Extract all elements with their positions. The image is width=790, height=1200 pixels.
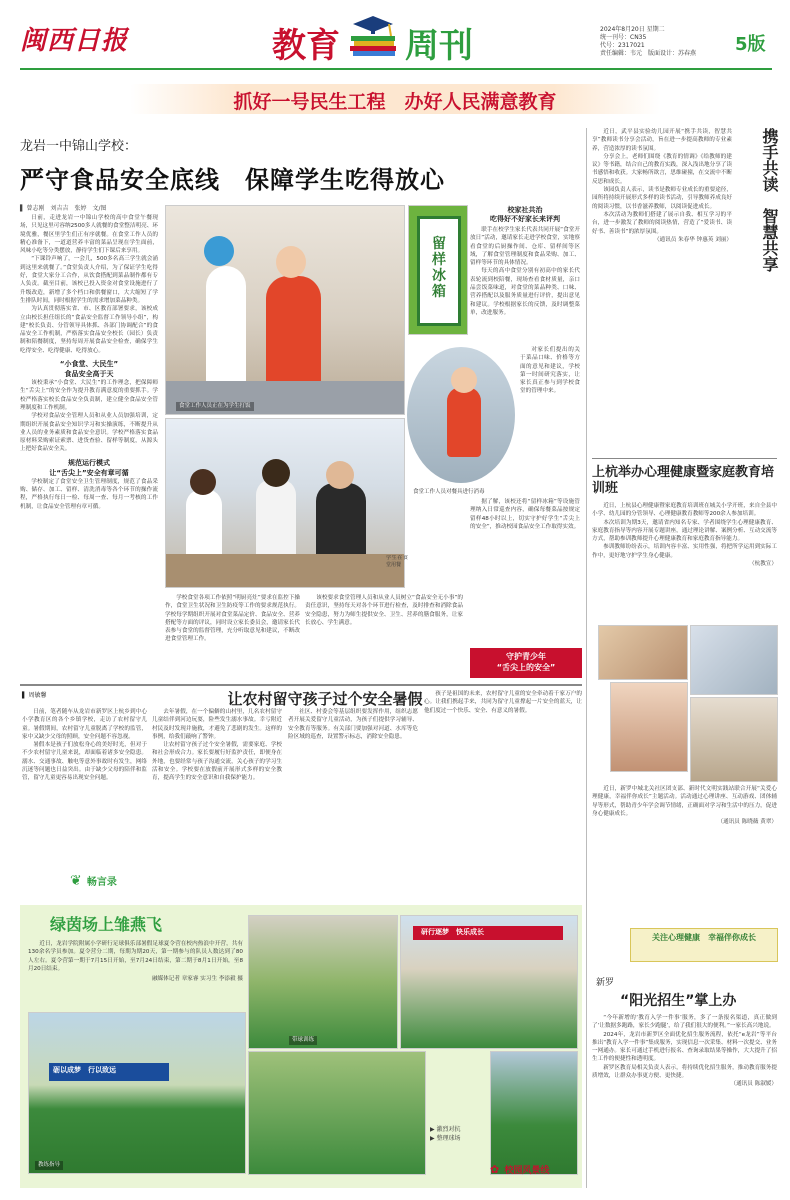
slogan: 抓好一号民生工程 办好人民满意教育 — [233, 91, 557, 113]
lead-paragraph: 该校秉承“小食堂、大民生”的工作理念，把保障师生“舌尖上”的安全作为提升教育满意度的重要抓手。学校严格落实校长食品安全负责制，建立健全食品安全管理制度和工作机制。 — [20, 380, 158, 411]
lead-paragraph: 该校要求食堂管理人员和从业人员树立“食品安全无小事”的责任意识，坚持每天对各个环节进行检查，及时排查和消除食品安全隐患，努力为师生提供安全、卫生、营养的膳食服务，让家长放心、学生满意。 — [305, 595, 463, 626]
bottom-stamp — [490, 1158, 580, 1176]
photo-caption: ▶ 激烈对抗 — [430, 1126, 461, 1133]
bottom-captions — [430, 1125, 490, 1143]
section-title-left: 教育 — [272, 26, 340, 66]
right-mid-title: 上杭举办心理健康暨家庭教育培训班 — [592, 465, 775, 496]
photo-counseling-1 — [598, 625, 688, 680]
photo-caption: 带球训练 — [289, 1036, 317, 1045]
mid-paragraph: 孩子是祖国的未来，农村留守儿童的安全牵动着千家万户的心。让我们携起手来，共同为留守儿童撑起一片安全的蓝天，让他们度过一个快乐、安全、有意义的暑假。 — [424, 691, 582, 714]
right-paragraph: 参训教师纷纷表示，培训内容丰富、实用性强，将把所学运用到实际工作中，更好地守护学生身心健康。 — [592, 544, 777, 559]
photo-caption: 学生在食堂用餐 — [386, 555, 408, 568]
photo-dribbling — [248, 915, 398, 1049]
side-subhead-line2: 吃得好不好家长来评判 — [490, 215, 560, 223]
mid-column-1 — [22, 708, 147, 888]
photo-students-dining — [165, 418, 405, 588]
psych-banner — [630, 928, 778, 962]
side-paragraph: 联手在校学生家长代表共同开展“食堂开放日”活动，邀请家长走进学校食堂，实地察看食堂的后厨操作间、仓库、留样间等区域，了解食堂管理制度和食品采购、加工、留样等环节的具体情况。 — [470, 227, 580, 267]
bottom-credit: 融媒体记者 章家睿 实习生 李添毅 摄 — [151, 976, 243, 983]
lead-byline: ▌ 曾志刚 刘吉吉 张婷 文/图 — [20, 205, 107, 212]
right-credit: （通讯员 陈晓薇 黄翠） — [717, 819, 777, 826]
xinluo-kicker: 新罗 — [596, 978, 615, 988]
red-box-line2: “舌尖上的安全” — [496, 663, 556, 672]
right-paragraph: 分享会上，老师们围绕《教育的情调》《给教师的建议》等书籍，结合自己的教育实践，深入浅出地分享了读书感悟和收获。大家畅所欲言，思维碰撞，在交流中不断反思和成长。 — [592, 153, 732, 185]
lead-subhead: 规范运行模式 — [68, 458, 110, 467]
xinluo-credit: （通讯员 陈淑媛） — [730, 1081, 777, 1088]
photo-coach — [28, 1012, 246, 1174]
section-title-right: 周刊 — [405, 26, 473, 66]
lead-kicker: 龙岩一中锦山学校： — [20, 139, 138, 154]
side-column — [470, 226, 580, 344]
mid-top-rule — [20, 684, 582, 686]
photo-caption: 食堂工作人员正在为学生打饭 — [176, 402, 254, 411]
photo-canteen-serving — [165, 205, 405, 415]
psych-banner-text: 关注心理健康 幸福伴你成长 — [652, 933, 756, 942]
right-top-title-text: 携手共读 智慧共享 — [760, 128, 779, 272]
paper-name: 闽西日报 — [20, 26, 129, 56]
red-box-line1: 守护青少年 — [506, 652, 546, 661]
lead-column-2 — [165, 594, 300, 669]
issue-editors: 责任编辑：韦元 版面设计：苏春燕 — [600, 50, 697, 57]
mid-column-2 — [152, 708, 282, 896]
lead-paragraph: 日前，走进龙岩一中锦山学校的高中食堂午餐现场，只见这里可容纳2500多人就餐的食堂整洁明亮、环境优雅，餐区里学生们正有序就餐。在食堂工作人员的精心准备下，一道道营养丰富的菜品呈现在学生面前，风味小吃等分类摆放，静待学生们下课后来享用。 — [20, 215, 158, 255]
right-top-title — [738, 128, 778, 328]
right-credit: （通讯员 朱春华 钟惠英 刘丽） — [653, 236, 732, 243]
mid-headline: 让农村留守孩子过个安全暑假 — [227, 690, 423, 708]
lead-column-3 — [305, 594, 463, 669]
photo-field — [490, 1051, 578, 1175]
bottom-stamp-text: 校园风景线 — [504, 1166, 550, 1176]
right-divider — [592, 458, 777, 459]
right-paragraph: 本次活动为教师们搭建了展示自我、相互学习的平台，进一步激发了教师的阅读热情，营造了“爱读书、读好书、善读书”的浓厚氛围。 — [592, 211, 732, 235]
right-paragraph: 近日，武平县实验幼儿园开展“携手共读，智慧共享”教师读书分享会活动，旨在进一步提高教师的专业素养，营造浓厚的读书氛围。 — [592, 129, 732, 152]
right-mid-text — [592, 502, 777, 622]
lead-paragraph: 学校对食品安全管理人员和从业人员加强培训，定期组织开展食品安全知识学习和实操演练，不断提升从业人员的业务素质和食品安全意识。学校严格落实食品原材料采购索证索票、进货查验、留样等制度，从源头上把好食品安全关。 — [20, 413, 158, 453]
xinluo-paragraph: “今年新增的‘教育入学一件事’服务，多了一条报名渠道，真正做到了‘让数据多跑路，家长少跑腿’，给了我们很大的便利。”一家长高兴地说。 — [592, 1015, 777, 1030]
column-divider — [586, 128, 587, 1188]
banner-text: 砺以成梦 行以致远 — [53, 1066, 116, 1074]
lead-column-1 — [20, 214, 158, 674]
mid-author: ▌ 周敏馨 — [22, 692, 47, 699]
side-column-lower — [470, 498, 580, 658]
right-paragraph: 该园负责人表示，读书是教师专业成长的重要途径，园所将持续开展形式多样的读书活动，引导教师养成良好的阅读习惯，以书香滋养教师，以阅读促进成长。 — [592, 187, 732, 210]
xinluo-text — [592, 1014, 777, 1194]
mid-paragraph: 让农村留守孩子过个安全暑假，需要家庭、学校和社会形成合力。家长要履行好监护责任，即便身在外地，也要经常与孩子沟通交流，关心孩子的学习生活和安全。学校要在放假前开展形式多样的安全教育，提高学生的安全意识和自我保护能力。 — [152, 742, 282, 782]
photo-counseling-2 — [690, 625, 778, 695]
photo-match — [248, 1051, 426, 1175]
side-paragraph: 每天的高中食堂分别有初高中的家长代表轮流到校陪餐，现场查看食材质量，亲口品尝饭菜味道，对食堂的菜品种类、口味、营养搭配以及服务质量进行评价，提出意见和建议。学校根据家长的反馈，及时调整菜单，改进服务。 — [470, 268, 580, 316]
right-paragraph: 近日，新罗中城北关社区团支部、新时代文明实践站联合开展“关爱心理健康，幸福伴你成长”主题活动。活动通过心理讲座、互动游戏、团体辅导等形式，帮助青少年学会调节情绪，正确面对学习和生活中的压力，促进身心健康成长。 — [592, 786, 777, 817]
lead-paragraph: 学校食堂各项工作依照“明厨亮灶”要求在监控下操作，食堂卫生状况和卫生防疫等工作的要求规范执行。学校每学期组织开展对食堂菜品定价、食品安全、营养搭配等方面的评议，同时设立家长委员会，邀请家长代表参与食堂的监督管理，充分听取意见和建议，不断改进食堂管理工作。 — [165, 595, 300, 643]
photo-caption: 食堂工作人员对餐具进行消毒 — [413, 489, 485, 495]
photo-caption: 教练指导 — [35, 1161, 63, 1170]
photo-counseling-4 — [690, 697, 778, 782]
bottom-paragraph: 近日，龙岩学院附属小学研行足球俱乐部暑假足球夏令营在校内热浪中开营，共有130余名学员参加。夏令营分二期，每期为期20天，第一期参与的队员人数达到了80人左右。夏令营第一期于7月15日开始，至7月24日结束，第二期于8月1日开始，至8月20日结束。 — [28, 941, 243, 972]
xinluo-paragraph: 2024年，龙岩市新罗区全面优化招生服务流程，依托“e龙岩”等平台推出“教育入学一件事”集成服务，实现信息一次采集、材料一次提交、业务一网通办。家长可通过手机进行报名、查询录取结果等操作，大大提升了招生工作的便捷性和透明度。 — [592, 1031, 777, 1063]
issue-code: 统一刊号：CN35 — [600, 34, 647, 41]
right-paragraph: 近日，上杭县心理健康暨家庭教育培训班在城关小学开班，来自全县中小学、幼儿园的分管领导、心理健康教育教师等200余人参加培训。 — [592, 503, 777, 518]
right-low-text — [592, 785, 777, 915]
side-paragraph: 据了解，该校还将“留样冰箱”等设施管理纳入日常巡查内容，确保每餐菜品按规定留样48小时以上，切实守护好学生“舌尖上的安全”，推动校园食品安全工作取得实效。 — [470, 499, 580, 530]
mid-paragraph: 日前，笔者随车从龙岩市新罗区上杭乡到中心小学教育区的各个乡镇学校，走访了农村留守儿童。暑假期间，农村留守儿童脱离了学校的监管，家中又缺少父母的照顾，安全问题不容忽视。 — [22, 709, 147, 740]
lead-paragraph: 学校制定了食堂安全卫生管理制度，规范了食品采购、储存、加工、留样、清洗消毒等各个环节的操作流程，严格执行每日一检、每周一查、每月一考核的工作机制，让食品安全管理有章可循。 — [20, 478, 158, 510]
lead-paragraph: “下课铃声响了，一会儿，500多名高三学生就会涌到这里来就餐了。”食堂负责人介绍，为了保证学生吃得好，食堂大家分工合作，从饮食搭配到菜品制作都有专人负责。截至目前，该校已投入资金对食堂设施进行了升级改造，新增了多个档口和供餐窗口，大大缩短了学生排队时间，同时根据学生的需求增加菜品种类。 — [20, 256, 158, 304]
photo-counseling-3 — [610, 682, 688, 772]
masthead — [0, 0, 790, 70]
side-column-wrap — [520, 346, 580, 496]
right-top-text — [592, 128, 732, 458]
issue-date: 2024年8月20日 — [600, 26, 645, 33]
issue-serial: 代号：2317021 — [600, 42, 645, 49]
page-number: 5版 — [735, 34, 766, 55]
banner-text: 研行逐梦 快乐成长 — [421, 928, 484, 936]
side-paragraph: 对家长们提出的关于菜品口味、价格等方面的意见和建议，学校第一时间研究落实，让家长真正参与到学校食堂的管理中来。 — [520, 347, 580, 395]
xinluo-paragraph: 新罗区教育局相关负责人表示，将持续优化招生服务，推动教育服务提质增效，让群众办事更方便、更快捷。 — [592, 1064, 777, 1080]
lead-subhead-line2: 让“舌尖上”安全有章可循 — [49, 468, 129, 477]
bottom-title: 绿茵场上雏燕飞 — [50, 915, 163, 934]
lead-headline: 严守食品安全底线 保障学生吃得放心 — [20, 166, 445, 194]
flower-icon: ✿ — [490, 1163, 500, 1176]
mid-column-4 — [424, 690, 582, 896]
photo-team — [400, 915, 578, 1049]
leaf-icon: ❦ — [70, 873, 82, 889]
bottom-text — [28, 940, 243, 1010]
red-feature-box — [470, 648, 582, 678]
books-icon — [345, 14, 401, 58]
issue-weekday: 星期二 — [646, 26, 665, 33]
mid-stamp — [70, 870, 130, 892]
lead-paragraph: 为认真贯彻落实省、市、区教育部署要求，该校成立由校长担任组长的“食品安全监督工作领导小组”，构建“校长负责、分管领导具体抓、各部门协调配合”的食品安全工作机制，严格落实食品安全校长（园长）负责制和陪餐制度，坚持每周开展食品安全检查，确保学生吃得安全、吃得健康、吃得放心。 — [20, 306, 158, 354]
photo-disinfect — [405, 345, 517, 485]
mid-paragraph: 暑假本是孩子们放松身心的美好时光，但对于不少农村留守儿童来说，却面临着诸多安全隐患。溺水、交通事故、触电等意外事故时有发生，网络沉迷等问题也日益突出。由于缺少父母的陪伴和监管，留守儿童更容易出现安全问题。 — [22, 742, 147, 782]
photo-caption: ▶ 整理球场 — [430, 1135, 461, 1142]
right-credit: （杭教宣） — [749, 561, 777, 568]
mid-paragraph: 社区、村委会等基层组织要发挥作用，组织志愿者开展关爱留守儿童活动，为孩子们提供学习辅导、安全教育等服务。有关部门要加强对河道、水库等危险区域的巡查，设置警示标志，消除安全隐患。 — [288, 709, 418, 740]
photo-sample-fridge: 留 样 冰 箱 — [408, 205, 468, 335]
issue-info — [600, 26, 730, 58]
mid-column-3 — [288, 708, 418, 896]
mid-paragraph: 去年暑假，在一个偏僻的山村里，几名农村留守儿童结伴到河边玩耍，险些发生溺水事故。幸亏附近村民及时发现并施救，才避免了悲剧的发生。这样的事例，给我们敲响了警钟。 — [152, 709, 282, 740]
lead-subhead: “小食堂、大民生” — [59, 360, 119, 369]
lead-subhead-line2: 食品安全高于天 — [64, 370, 114, 379]
xinluo-title: “阳光招生”掌上办 — [620, 993, 737, 1009]
photo-caption-side — [386, 555, 408, 569]
side-subhead: 校家社共治 — [507, 206, 543, 214]
mid-stamp-text: 畅言录 — [86, 877, 117, 888]
masthead-rule — [20, 68, 772, 70]
right-paragraph: 本次培训为期3天，邀请省内知名专家、学者围绕学生心理健康教育、家庭教育指导等内容开展专题讲座，通过理论讲解、案例分析、互动交流等方式，帮助参训教师提升心理健康教育和家庭教育指导能力。 — [592, 519, 777, 543]
